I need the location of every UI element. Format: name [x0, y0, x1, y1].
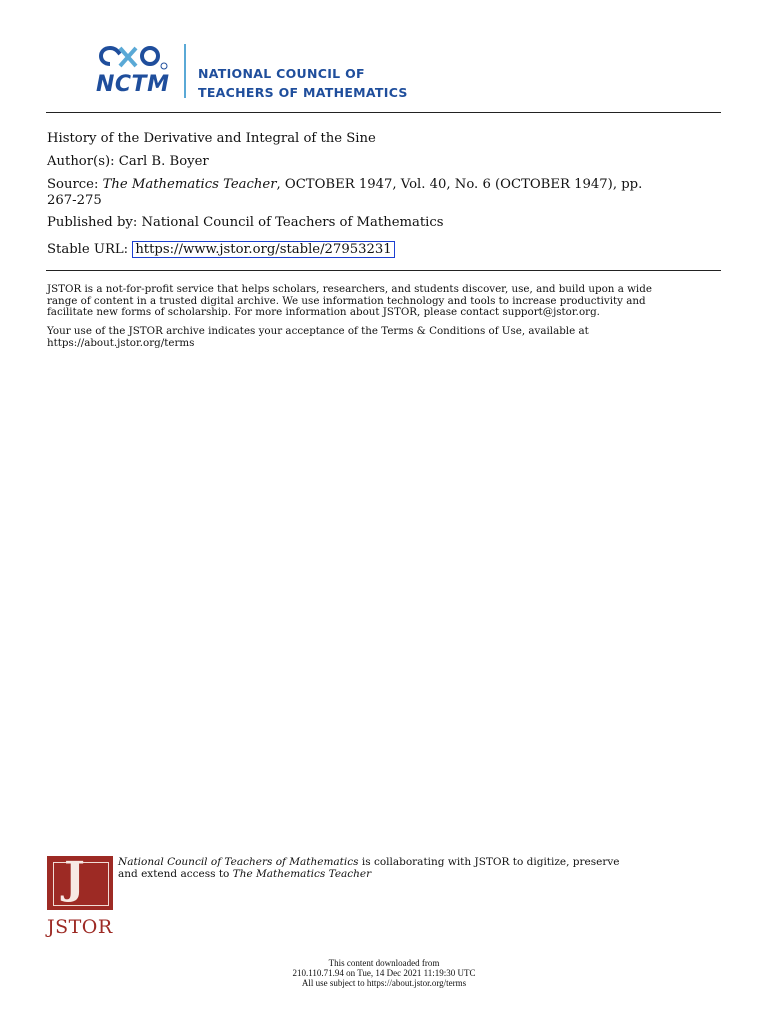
- jstor-notice-paragraph: [47, 284, 717, 319]
- jstor-emblem-icon: [47, 853, 113, 910]
- nctm-abbrev: NCTM: [96, 72, 170, 97]
- terms-link[interactable]: https://about.jstor.org/terms: [47, 336, 195, 349]
- source-line: [47, 177, 717, 209]
- author-line: [47, 154, 717, 170]
- publisher-name: National Council of Teachers of Mathematics: [141, 215, 444, 230]
- source-label: Source:: [47, 177, 99, 192]
- source-journal: The Mathematics Teacher: [102, 177, 277, 192]
- nctm-org-name: [198, 64, 408, 102]
- source-detail: , OCTOBER 1947, Vol. 40, No. 6 (OCTOBER 1947), pp.: [276, 177, 643, 192]
- notice-line: JSTOR is a not-for-profit service that helps scholars, researchers, and students discover, use, and build upon a wide: [47, 283, 652, 295]
- footer-line-2: 210.110.71.94 on Tue, 14 Dec 2021 11:19:30 UTC: [292, 968, 476, 978]
- stable-url-link[interactable]: https://www.jstor.org/stable/27953231: [132, 241, 394, 258]
- terms-notice-paragraph: [47, 326, 717, 349]
- nctm-logo: [96, 42, 426, 102]
- notice-line: range of content in a trusted digital archive. We use information technology and tools to increase productivity and: [47, 294, 646, 307]
- footer-line-3: All use subject to https://about.jstor.org/terms: [301, 978, 467, 988]
- collab-text-1: is collaborating with JSTOR to digitize, preserve: [358, 856, 620, 868]
- collaboration-statement: [118, 856, 718, 880]
- footer-line-1: This content downloaded from: [328, 958, 440, 968]
- publisher-line: [47, 215, 717, 231]
- terms-line: Your use of the JSTOR archive indicates your acceptance of the Terms & Conditions of Use, available at: [47, 325, 589, 337]
- stable-url-label: Stable URL:: [47, 242, 129, 257]
- download-footer: [0, 958, 768, 988]
- author-name: Carl B. Boyer: [118, 154, 209, 169]
- author-label: Author(s):: [47, 154, 115, 169]
- jstor-wordmark: JSTOR: [47, 916, 113, 938]
- jstor-logo: [47, 853, 115, 938]
- org-line-2: TEACHERS OF MATHEMATICS: [198, 85, 408, 100]
- notice-line: facilitate new forms of scholarship. For more information about JSTOR, please contact support@jstor.org.: [47, 306, 600, 318]
- org-line-1: NATIONAL COUNCIL OF: [198, 66, 365, 81]
- source-pages: 267-275: [47, 193, 102, 208]
- collab-text-2: and extend access to: [118, 868, 233, 880]
- jstor-emblem-letter: J: [64, 853, 85, 904]
- article-title: History of the Derivative and Integral of the Sine: [47, 131, 376, 146]
- mid-divider: [46, 270, 721, 271]
- publisher-label: Published by:: [47, 215, 138, 230]
- logo-divider: [184, 44, 186, 98]
- top-divider: [46, 112, 721, 113]
- collab-org: National Council of Teachers of Mathematics: [118, 856, 359, 868]
- stable-url-line: [47, 242, 717, 258]
- collab-journal: The Mathematics Teacher: [232, 868, 372, 880]
- nctm-mark-icon: [96, 42, 176, 76]
